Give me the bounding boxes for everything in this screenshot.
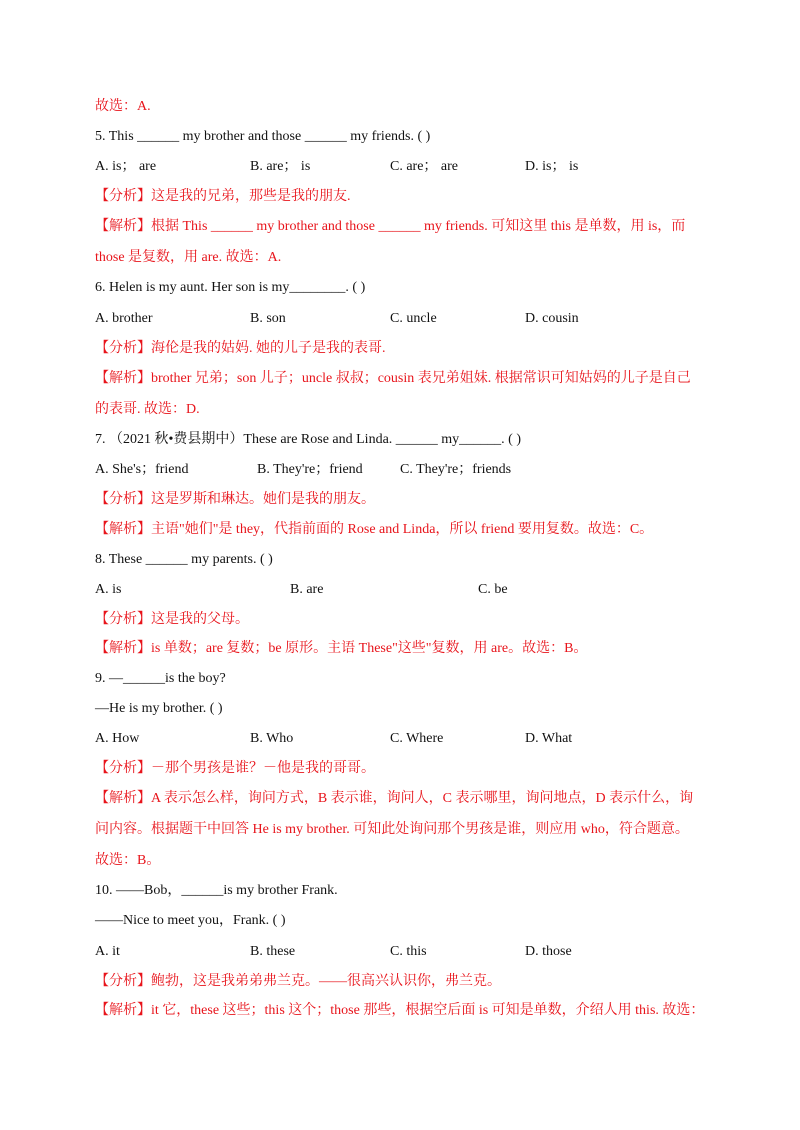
question-10b: ——Nice to meet you，Frank. ( ) — [95, 913, 286, 928]
explanation-9a: 【解析】A 表示怎么样，询问方式，B 表示谁，询问人，C 表示哪里，询问地点，D 表示什么，询 — [95, 791, 694, 806]
explanation-5b: those 是复数，用 are. 故选：A. — [95, 250, 282, 265]
option-b: B. are — [290, 582, 324, 597]
option-c: C. uncle — [390, 311, 437, 326]
explanation-6a: 【解析】brother 兄弟；son 儿子；uncle 叔叔；cousin 表兄弟姐妹. 根据常识可知姑妈的儿子是自己 — [95, 371, 691, 386]
option-b: B. They're；friend — [257, 462, 363, 477]
analysis-8: 【分析】这是我的父母。 — [95, 612, 249, 627]
option-c: C. be — [478, 582, 508, 597]
question-8: 8. These ______ my parents. ( ) — [95, 552, 273, 567]
option-b: B. Who — [250, 731, 294, 746]
question-9b: —He is my brother. ( ) — [95, 701, 223, 716]
analysis-7: 【分析】这是罗斯和琳达。她们是我的朋友。 — [95, 492, 375, 507]
option-a: A. it — [95, 944, 120, 959]
explanation-8: 【解析】is 单数；are 复数；be 原形。主语 These"这些"复数，用 are。故选：B。 — [95, 641, 588, 656]
option-d: D. is； is — [525, 159, 579, 174]
analysis-10: 【分析】鲍勃，这是我弟弟弗兰克。——很高兴认识你，弗兰克。 — [95, 974, 501, 989]
option-b: B. these — [250, 944, 296, 959]
explanation-10: 【解析】it 它，these 这些；this 这个；those 那些，根据空后面 is 可知是单数，介绍人用 this. 故选： — [95, 1003, 705, 1018]
option-d: D. those — [525, 944, 572, 959]
option-b: B. are； is — [250, 159, 311, 174]
analysis-6: 【分析】海伦是我的姑妈. 她的儿子是我的表哥. — [95, 341, 386, 356]
question-6: 6. Helen is my aunt. Her son is my________. ( ) — [95, 280, 366, 295]
option-b: B. son — [250, 311, 286, 326]
option-d: D. cousin — [525, 311, 579, 326]
question-10a: 10. ——Bob，______is my brother Frank. — [95, 883, 338, 898]
option-d: D. What — [525, 731, 573, 746]
explanation-9c: 故选：B。 — [95, 853, 161, 868]
analysis-9: 【分析】－那个男孩是谁？－他是我的哥哥。 — [95, 761, 375, 776]
option-c: C. are； are — [390, 159, 459, 174]
question-5: 5. This ______ my brother and those ______ my friends. ( ) — [95, 129, 431, 144]
option-a: A. brother — [95, 311, 153, 326]
option-a: A. How — [95, 731, 140, 746]
answer-line: 故选：A. — [95, 99, 151, 114]
explanation-9b: 问内容。根据题干中回答 He is my brother. 可知此处询问那个男孩是谁，则应用 who，符合题意。 — [95, 822, 689, 837]
option-c: C. this — [390, 944, 427, 959]
question-7: 7. （2021 秋•费县期中）These are Rose and Linda. ______ my______. ( ) — [95, 432, 522, 447]
option-a: A. She's；friend — [95, 462, 189, 477]
explanation-7: 【解析】主语"她们"是 they，代指前面的 Rose and Linda，所以 friend 要用复数。故选：C。 — [95, 522, 654, 537]
explanation-5a: 【解析】根据 This ______ my brother and those ______ my friends. 可知这里 this 是单数，用 is，而 — [95, 219, 686, 234]
option-c: C. They're；friends — [400, 462, 512, 477]
analysis-5: 【分析】这是我的兄弟，那些是我的朋友. — [95, 189, 351, 204]
question-9a: 9. —______is the boy? — [95, 671, 226, 686]
option-a: A. is； are — [95, 159, 157, 174]
explanation-6b: 的表哥. 故选：D. — [95, 402, 200, 417]
option-c: C. Where — [390, 731, 444, 746]
option-a: A. is — [95, 582, 122, 597]
